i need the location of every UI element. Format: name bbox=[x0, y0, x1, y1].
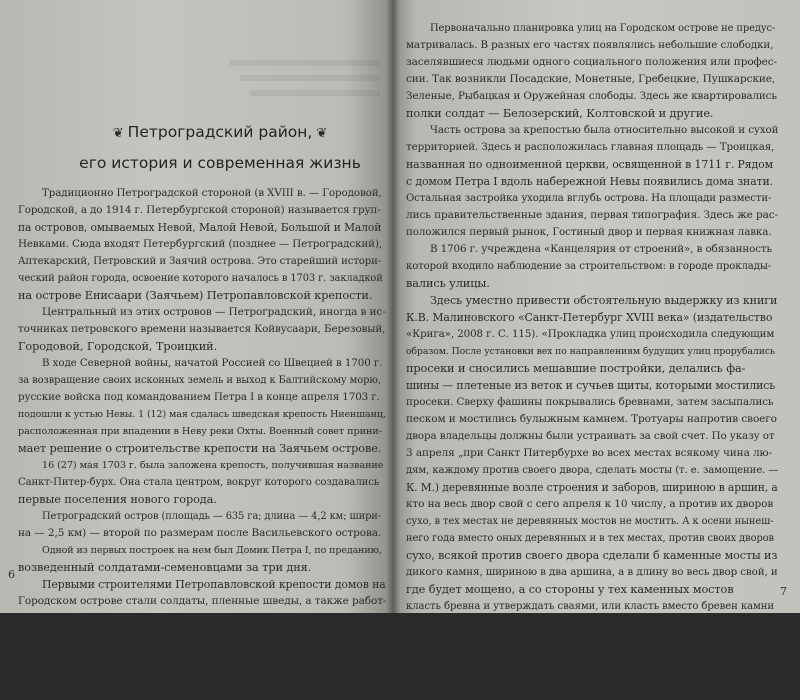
text-line: 16 (27) мая 1703 г. была заложена крепость, получившая название bbox=[42, 460, 384, 471]
show-through-text bbox=[250, 90, 380, 96]
text-line: кто на весь двор свой с сего апреля к 10 числу, а против их дворов bbox=[406, 498, 774, 510]
text-line: Татарскую слободу (память о ней сохранилось в названии bbox=[18, 646, 363, 659]
text-line: Татарского переулка). bbox=[18, 663, 151, 676]
right-page bbox=[392, 0, 800, 697]
text-line: вались улицы. bbox=[406, 277, 490, 290]
text-line: К.В. Малиновского «Санкт-Петербург XVIII века» (издательство bbox=[406, 311, 773, 324]
text-line: Первыми строителями Петропавловской крепости домов на bbox=[42, 578, 386, 591]
text-line: Зеленые, Рыбацкая и Оружейная слободы. Здесь же квартировались bbox=[406, 90, 777, 102]
text-line: возведенный солдатами-семеновцами за три дня. bbox=[18, 561, 312, 574]
text-line: шины — плетеные из веток и сучьев щиты, которыми мостились bbox=[406, 379, 776, 392]
text-line: двора владельцы должны были устраивать за свой счет. По указу от bbox=[406, 430, 775, 442]
text-line: Аптекарский, Петровский и Заячий острова. Это старейший истори- bbox=[18, 256, 382, 267]
text-line: заселявшиеся людьми одного социального положения или профес- bbox=[406, 56, 777, 68]
text-line: за возвращение своих исконных земель и выход к Балтийскому морю, bbox=[18, 375, 381, 386]
text-line: полки солдат — Белозерский, Колтовской и другие. bbox=[406, 107, 714, 120]
left-page-text bbox=[18, 185, 386, 678]
text-line: русские войска под командованием Петра I в конце апреля 1703 г. bbox=[18, 391, 380, 403]
text-line: лись правительственные здания, первая типография. Здесь же рас- bbox=[406, 209, 779, 221]
text-line: песком и мостились булыжным камнем. Тротуары напротив своего bbox=[406, 413, 777, 425]
text-line: сухо, в тех местах не деревянных мостов не мостить. А к осени нынеш- bbox=[406, 516, 774, 527]
text-line: названная по одноименной церкви, освященной в 1711 г. Рядом bbox=[406, 158, 773, 171]
text-line: территорией. Здесь и расположилась главная площадь — Троицкая, bbox=[406, 141, 775, 153]
text-line: образом. После установки вех по направлениям будущих улиц прорубались bbox=[406, 346, 775, 357]
text-line: сухо, всякой против своего двора сделали б каменные мосты из bbox=[406, 549, 778, 562]
text-line: Первоначально планировка улиц на Городском острове не предус- bbox=[430, 23, 776, 34]
text-line: Остальная застройка уходила вглубь острова. На площади размести- bbox=[406, 193, 772, 204]
text-line: него года вместо оных деревянных и в тех местах, против своих дворов bbox=[406, 533, 774, 544]
text-line: же больше дабы оных мостов лошадьми и колесами не повредили, а bbox=[406, 617, 775, 629]
floral-ornament-icon: ❦ bbox=[112, 126, 124, 141]
text-line: ческий район города, освоение которого началось в 1703 г. закладкой bbox=[18, 273, 383, 284]
page-number: 7 bbox=[780, 585, 787, 598]
text-line: щению даны будут от обер комиссара Синявина. А где против их bbox=[406, 668, 778, 681]
text-line: сии. Так возникли Посадские, Монетные, Гребецкие, Пушкарские, bbox=[406, 73, 776, 85]
book-gutter bbox=[386, 0, 400, 613]
text-line: ные люди — землекопы и плотники из разных уголков страны. На bbox=[18, 612, 384, 624]
text-line: положился первый рынок, Гостиный двор и первая книжная лавка. bbox=[406, 226, 772, 238]
text-line: мает решение о строительстве крепости на Заячьем острове. bbox=[18, 442, 382, 455]
floral-ornament-icon: ❦ bbox=[316, 126, 328, 141]
text-line: расположенная при впадении в Неву реки Охты. Военный совет прини- bbox=[18, 426, 382, 437]
text-line: на острове Енисаари (Заячьем) Петропавловской крепости. bbox=[18, 289, 373, 302]
text-line: па островов, омываемых Невой, Малой Невой, Большой и Малой bbox=[18, 221, 382, 234]
text-line: Петроградский остров (площадь — 635 га; длина — 4,2 км; шири- bbox=[42, 511, 382, 522]
text-line: Одной из первых построек на нем был Домик Петра I, по преданию, bbox=[42, 545, 382, 556]
text-line: что оное, как камни, так и песок, по чему тем камнем мостить, и bbox=[406, 634, 772, 647]
text-line: Здесь уместно привести обстоятельную выдержку из книги bbox=[430, 294, 778, 307]
text-line: дворов лужи, и в тех местах засыпать землею и ровнять с дворами bbox=[406, 685, 773, 697]
text-line: К. М.) деревянные возле строения и заборов, шириною в аршин, а bbox=[406, 481, 778, 494]
text-line: с домом Петра I вдоль набережной Невы появились дома знати. bbox=[406, 175, 774, 188]
text-line: где будет мощено, а со стороны у тех каменных мостов bbox=[406, 583, 734, 596]
text-line: первые поселения нового города. bbox=[18, 493, 217, 506]
text-line: просеки. Сверху фашины покрывались бревнами, затем засыпались bbox=[406, 396, 774, 408]
text-line: просеки и сносились мешавшие постройки, делались фа- bbox=[406, 362, 746, 375]
text-line: Городском острове стали солдаты, пленные шведы, а также работ- bbox=[18, 595, 387, 607]
text-line: работные люди будут у них руками, а мастера к тому каменному мо- bbox=[406, 651, 777, 663]
text-line: В ходе Северной войны, начатой Россией со Швецией в 1700 г. bbox=[42, 357, 383, 369]
right-page-text bbox=[406, 20, 778, 700]
text-line: В 1706 г. учреждена «Канцелярия от строений», в обязанность bbox=[430, 243, 773, 255]
chapter-heading-line-1 bbox=[70, 123, 370, 141]
show-through-text bbox=[230, 60, 380, 66]
text-line: матривалась. В разных его частях появлялись небольшие слободки, bbox=[406, 39, 774, 51]
chapter-title: Петроградский район, bbox=[127, 123, 313, 141]
text-line: Городской, а до 1914 г. Петербургской стороной) называется груп- bbox=[18, 204, 381, 216]
text-line: класть бревна и утверждать сваями, или класть вместо бревен камни bbox=[406, 601, 774, 612]
text-line: на — 2,5 км) — второй по размерам после Васильевского острова. bbox=[18, 527, 382, 539]
text-line: подошли к устью Невы. 1 (12) мая сдалась шведская крепость Ниеншанц, bbox=[18, 409, 386, 420]
text-line: точниках петровского времени называется Койвусаари, Березовый, bbox=[18, 323, 386, 335]
text-line: дям, каждому против своего двора, сделать мосты (т. е. замощение. — bbox=[406, 465, 779, 476]
text-line: «Крига», 2008 г. С. 115). «Прокладка улиц происходила следующим bbox=[406, 328, 775, 340]
text-line: которой входило наблюдение за строительством: в городе проклады- bbox=[406, 261, 772, 272]
text-line: дикого камня, шириною в два аршина, а в длину во весь двор свой, и bbox=[406, 566, 778, 578]
page-number: 6 bbox=[8, 568, 15, 581]
text-line: Невками. Сюда входят Петербургский (позднее — Петроградский), bbox=[18, 238, 383, 250]
text-line: Городовой, Городской, Троицкий. bbox=[18, 340, 218, 353]
text-line: Санкт-Питер-бурх. Она стала центром, вокруг которого создавались bbox=[18, 477, 380, 488]
show-through-text bbox=[240, 75, 380, 81]
left-page bbox=[0, 0, 392, 676]
text-line: Центральный из этих островов — Петроградский, иногда в ис- bbox=[42, 306, 386, 318]
text-line: Традиционно Петроградской стороной (в XVIII в. — Городовой, bbox=[42, 187, 382, 199]
text-line: Часть острова за крепостью была относительно высокой и сухой bbox=[430, 124, 779, 136]
text-line: Городском острове поселились татары и калмыки, основавшие bbox=[18, 629, 386, 642]
chapter-heading-line-2: его история и современная жизнь bbox=[79, 154, 361, 172]
text-line: 3 апреля „при Санкт Питербурхе во всех местах всякому чина лю- bbox=[406, 447, 773, 459]
